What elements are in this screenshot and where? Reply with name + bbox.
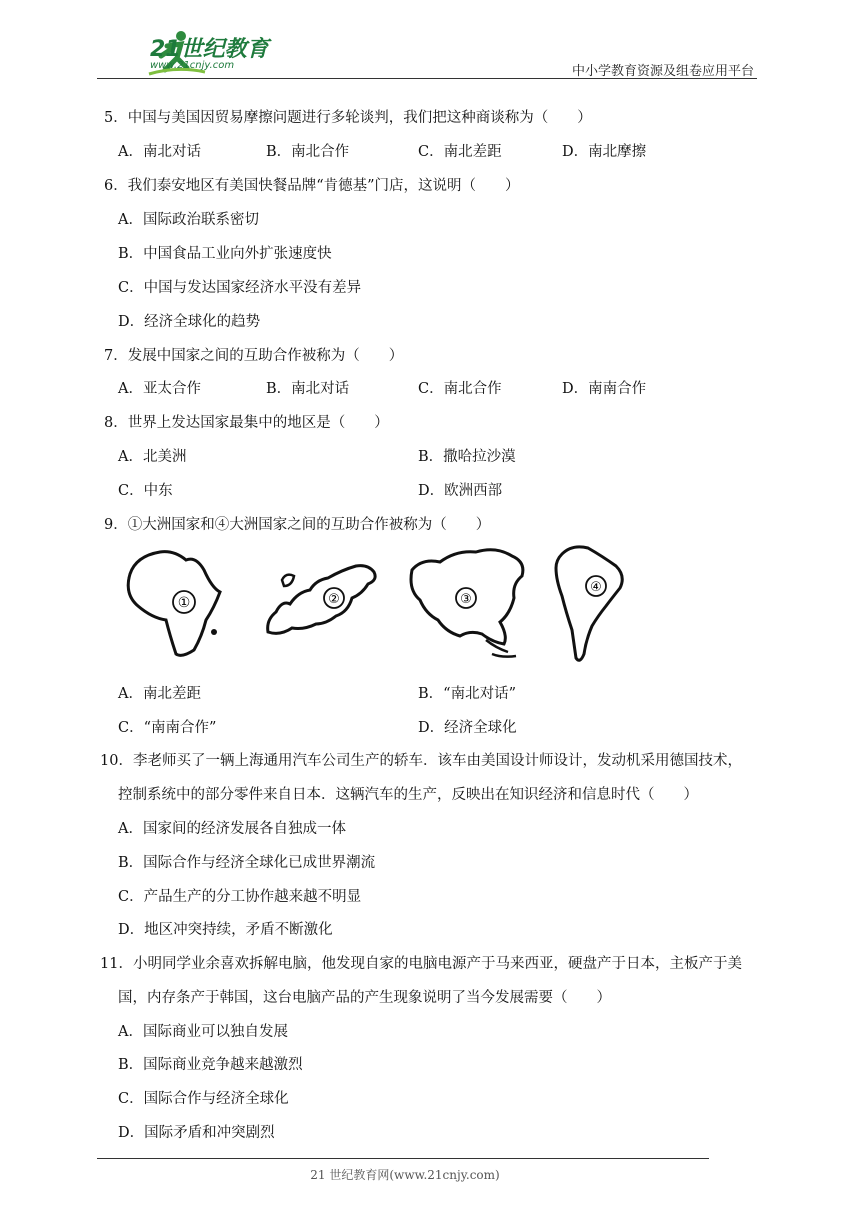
question-10-option-c: C．产品生产的分工协作越来越不明显 (118, 889, 362, 905)
question-10-option-d: D．地区冲突持续，矛盾不断激化 (118, 922, 333, 938)
page-header (0, 0, 860, 90)
question-11-option-a: A．国际商业可以独自发展 (118, 1024, 288, 1040)
question-8-option-d: D．欧洲西部 (418, 483, 503, 499)
question-8-stem: 8．世界上发达国家最集中的地区是（ ） (104, 415, 389, 431)
question-9-option-a: A．南北差距 (118, 686, 201, 702)
question-9-option-d: D．经济全球化 (418, 720, 517, 736)
question-7-option-c: C．南北合作 (418, 381, 502, 397)
map-label-3: ③ (460, 592, 472, 607)
question-6-option-d: D．经济全球化的趋势 (118, 314, 261, 330)
question-9-stem: 9．①大洲国家和④大洲国家之间的互助合作被称为（ ） (104, 517, 491, 533)
logo-text: 21世纪教育 (150, 37, 269, 62)
question-9-option-b: B．“南北对话” (418, 686, 516, 702)
map-label-1: ① (177, 595, 191, 611)
question-8-option-a: A．北美洲 (118, 449, 187, 465)
question-7-option-b: B．南北对话 (266, 381, 350, 397)
question-5-option-a: A．南北对话 (118, 144, 201, 160)
question-5-stem: 5．中国与美国因贸易摩擦问题进行多轮谈判，我们把这种商谈称为（ ） (104, 110, 592, 126)
map-asia (411, 550, 523, 657)
question-6-stem: 6．我们泰安地区有美国快餐品牌“肯德基”门店，这说明（ ） (104, 178, 520, 194)
question-11-stem-line1: 11．小明同学业余喜欢拆解电脑，他发现自家的电脑电源产于马来西亚，硬盘产于日本，主板产于美 (100, 956, 742, 972)
question-9-option-c: C．“南南合作” (118, 720, 217, 736)
question-8-option-c: C．中东 (118, 483, 173, 499)
map-africa (128, 552, 220, 656)
question-10-stem-line1: 10．李老师买了一辆上海通用汽车公司生产的轿车．该车由美国设计师设计，发动机采用德国技术， (100, 753, 742, 769)
question-6-option-a: A．国际政治联系密切 (118, 212, 259, 228)
question-6-option-c: C．中国与发达国家经济水平没有差异 (118, 280, 362, 296)
question-10-option-b: B．国际合作与经济全球化已成世界潮流 (118, 855, 376, 871)
continent-maps-figure (116, 540, 656, 670)
question-5-option-c: C．南北差距 (418, 144, 502, 160)
question-5-option-d: D．南北摩擦 (562, 144, 647, 160)
logo-url: www.21cnjy.com (150, 60, 235, 71)
question-11-option-b: B．国际商业竞争越来越激烈 (118, 1057, 303, 1073)
map-label-2: ② (328, 592, 340, 607)
footer-divider (97, 1158, 709, 1159)
header-divider (97, 78, 757, 79)
map-label-4: ④ (590, 580, 602, 595)
question-10-option-a: A．国家间的经济发展各自独成一体 (118, 821, 346, 837)
question-5-option-b: B．南北合作 (266, 144, 350, 160)
question-11-stem-line2: 国，内存条产于韩国，这台电脑产品的产生现象说明了当今发展需要（ ） (118, 990, 611, 1006)
map-europe (268, 566, 375, 634)
question-7-option-a: A．亚太合作 (118, 381, 201, 397)
question-11-option-d: D．国际矛盾和冲突剧烈 (118, 1125, 275, 1141)
header-platform-text: 中小学教育资源及组卷应用平台 (571, 64, 754, 79)
question-7-option-d: D．南南合作 (562, 381, 647, 397)
page-footer (0, 1166, 860, 1183)
question-11-option-c: C．国际合作与经济全球化 (118, 1091, 289, 1107)
question-8-option-b: B．撒哈拉沙漠 (418, 449, 516, 465)
question-10-stem-line2: 控制系统中的部分零件来自日本．这辆汽车的生产，反映出在知识经济和信息时代（ ） (118, 787, 698, 803)
question-6-option-b: B．中国食品工业向外扩张速度快 (118, 246, 332, 262)
question-7-stem: 7．发展中国家之间的互助合作被称为（ ） (104, 348, 404, 364)
footer-text: 21 世纪教育网(www.21cnjy.com) (310, 1168, 500, 1182)
map-south-america (556, 547, 622, 660)
